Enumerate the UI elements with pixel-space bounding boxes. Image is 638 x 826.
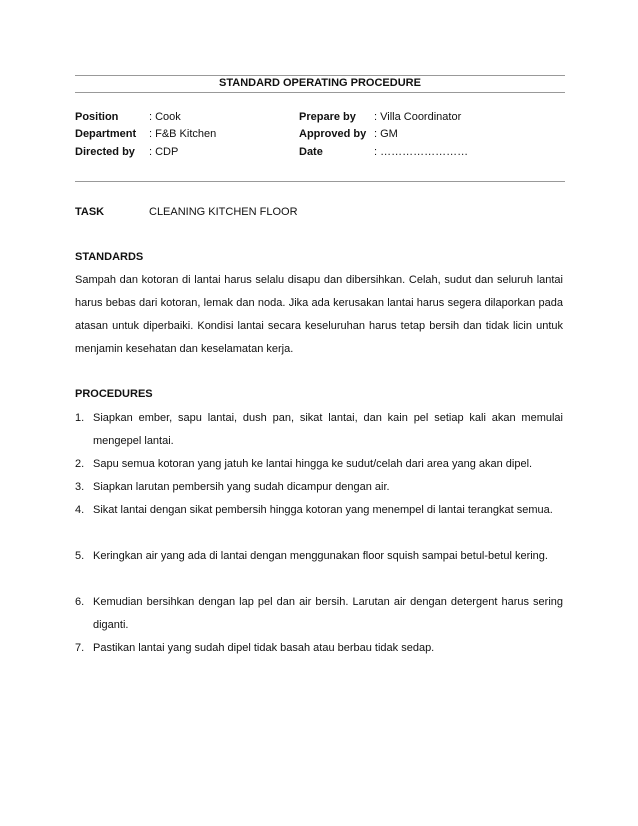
item-number: 4. [75, 504, 85, 516]
divider [75, 75, 565, 76]
item-text: Pastikan lantai yang sudah dipel tidak basah atau berbau tidak sedap. [93, 642, 435, 654]
item-text: Siapkan ember, sapu lantai, dush pan, sikat lantai, dan kain pel setiap kali akan memulai mengepel lantai. [93, 412, 563, 447]
procedure-item [75, 499, 563, 522]
meta-value: : F&B Kitchen [149, 128, 217, 140]
item-text: Sapu semua kotoran yang jatuh ke lantai hingga ke sudut/celah dari area yang akan dipel. [93, 458, 533, 470]
meta-label: Date [299, 146, 323, 158]
meta-label: Directed by [75, 146, 135, 158]
item-text: Keringkan air yang ada di lantai dengan menggunakan floor squish sampai betul-betul kering. [93, 550, 548, 562]
meta-value: : Cook [149, 111, 181, 123]
item-number: 1. [75, 412, 85, 424]
item-number: 3. [75, 481, 85, 493]
meta-label: Department [75, 128, 137, 140]
item-text: Kemudian bersihkan dengan lap pel dan air bersih. Larutan air dengan detergent harus sering diganti. [93, 596, 563, 631]
divider [75, 92, 565, 93]
procedure-item [75, 476, 563, 499]
item-number: 2. [75, 458, 85, 470]
procedure-item [75, 545, 563, 568]
procedures-heading: PROCEDURES [75, 388, 153, 400]
document-title: STANDARD OPERATING PROCEDURE [219, 77, 421, 89]
procedure-item [75, 407, 563, 453]
procedure-item [75, 637, 563, 660]
item-text: Sikat lantai dengan sikat pembersih hingga kotoran yang menempel di lantai terangkat semua. [93, 504, 553, 516]
meta-label: Approved by [299, 128, 367, 140]
standards-text: Sampah dan kotoran di lantai harus selalu disapu dan dibersihkan. Celah, sudut dan seluruh lantai harus bebas dari kotoran, lemak dan noda. Jika ada kerusakan lantai harus segera dilaporkan pada atasan untuk diperbaiki. Kondisi lantai secara keseluruhan harus tetap bersih dan tidak licin untuk menjamin kesehatan dan keselamatan kerja. [75, 274, 563, 355]
meta-value: : Villa Coordinator [374, 111, 462, 123]
meta-label: Prepare by [299, 111, 356, 123]
meta-value: : GM [374, 128, 398, 140]
item-text: Siapkan larutan pembersih yang sudah dicampur dengan air. [93, 481, 390, 493]
meta-label: Position [75, 111, 119, 123]
item-number: 5. [75, 550, 85, 562]
meta-value: : …………………… [374, 146, 469, 158]
task-value: CLEANING KITCHEN FLOOR [149, 206, 298, 218]
item-number: 7. [75, 642, 85, 654]
divider [75, 181, 565, 182]
standards-heading: STANDARDS [75, 251, 144, 263]
meta-value: : CDP [149, 146, 179, 158]
item-number: 6. [75, 596, 85, 608]
procedure-item [75, 453, 563, 476]
task-label: TASK [75, 206, 105, 218]
procedure-item [75, 591, 563, 637]
